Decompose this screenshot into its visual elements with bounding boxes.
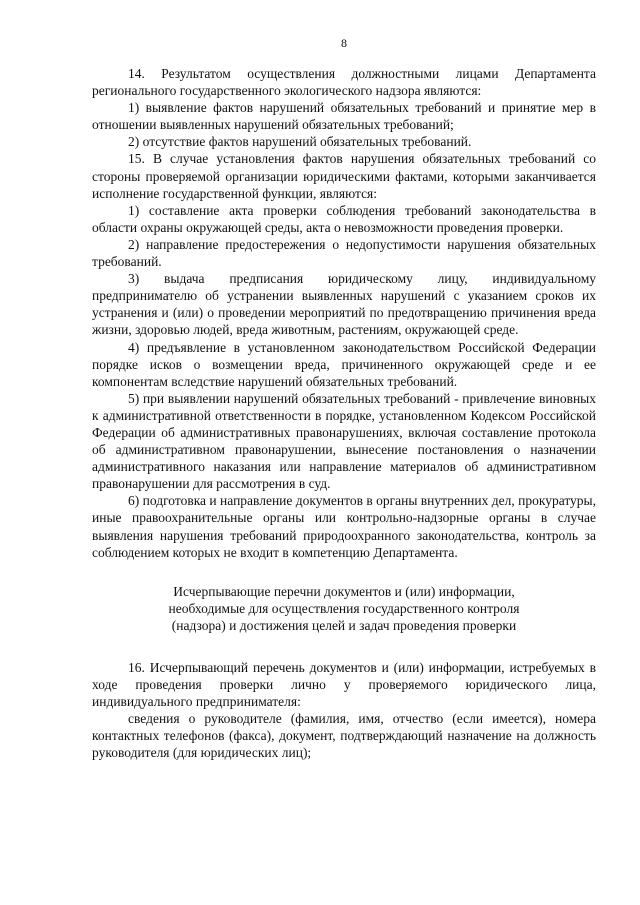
section-heading: Исчерпывающие перечни документов и (или) информации, необходимые для осуществления государственного контроля (надзора) и достижения целей и задач проведения проверки (168, 583, 520, 633)
paragraph-14-item-1: 1) выявление фактов нарушений обязательных требований и принятие мер в отношении выявленных нарушений обязательных требований; (92, 100, 596, 133)
document-body (92, 65, 596, 762)
paragraph-15-item-1: 1) составление акта проверки соблюдения требований законодательства в области охраны окружающей среды, акта о невозможности проведения проверки. (92, 202, 596, 235)
page-number: 8 (341, 36, 347, 50)
paragraph-16: 16. Исчерпывающий перечень документов и (или) информации, истребуемых в ходе проведения проверки лично у проверяемого юридического лица, индивидуального предпринимателя: (92, 660, 596, 710)
paragraph-15: 15. В случае установления фактов нарушения обязательных требований со стороны проверяемой организации юридическими фактами, которыми заканчивается исполнение государственной функции, являются: (92, 151, 596, 201)
paragraph-16-item-director: сведения о руководителе (фамилия, имя, отчество (если имеется), номера контактных телефонов (факса), документ, подтверждающий назначение на должность руководителя (для юридических лиц); (92, 711, 596, 761)
paragraph-15-item-6: 6) подготовка и направление документов в органы внутренних дел, прокуратуры, иные правоохранительные органы или контрольно-надзорные органы в случае выявления нарушения требований природоохранного законодательства, контроль за соблюдением которых не входит в компетенцию Департамента. (92, 493, 596, 560)
paragraph-15-item-3: 3) выдача предписания юридическому лицу, индивидуальному предпринимателю об устранении выявленных нарушений с указанием сроков их устранения и (или) о проведении мероприятий по предотвращению причинения вреда жизни, здоровью людей, вреда животным, растениям, окружающей среде. (92, 271, 596, 338)
paragraph-14-item-2: 2) отсутствие фактов нарушений обязательных требований. (128, 134, 472, 150)
paragraph-15-item-5: 5) при выявлении нарушений обязательных требований - привлечение виновных к административной ответственности в порядке, установленном Кодексом Российской Федерации об административных правонарушениях, включая составление протокола об административном правонарушении, вынесение постановления о назначении административного наказания или направление материалов об административном правонарушении для рассмотрения в суд. (92, 390, 596, 492)
paragraph-15-item-2: 2) направление предостережения о недопустимости нарушения обязательных требований. (92, 236, 596, 270)
paragraph-15-item-4: 4) предъявление в установленном законодательством Российской Федерации порядке исков о возмещении вреда, причиненного окружающей среде и ее компонентам вследствие нарушений обязательных требований. (92, 339, 596, 389)
paragraph-14: 14. Результатом осуществления должностными лицами Департамента регионального государственного экологического надзора являются: (92, 66, 596, 99)
